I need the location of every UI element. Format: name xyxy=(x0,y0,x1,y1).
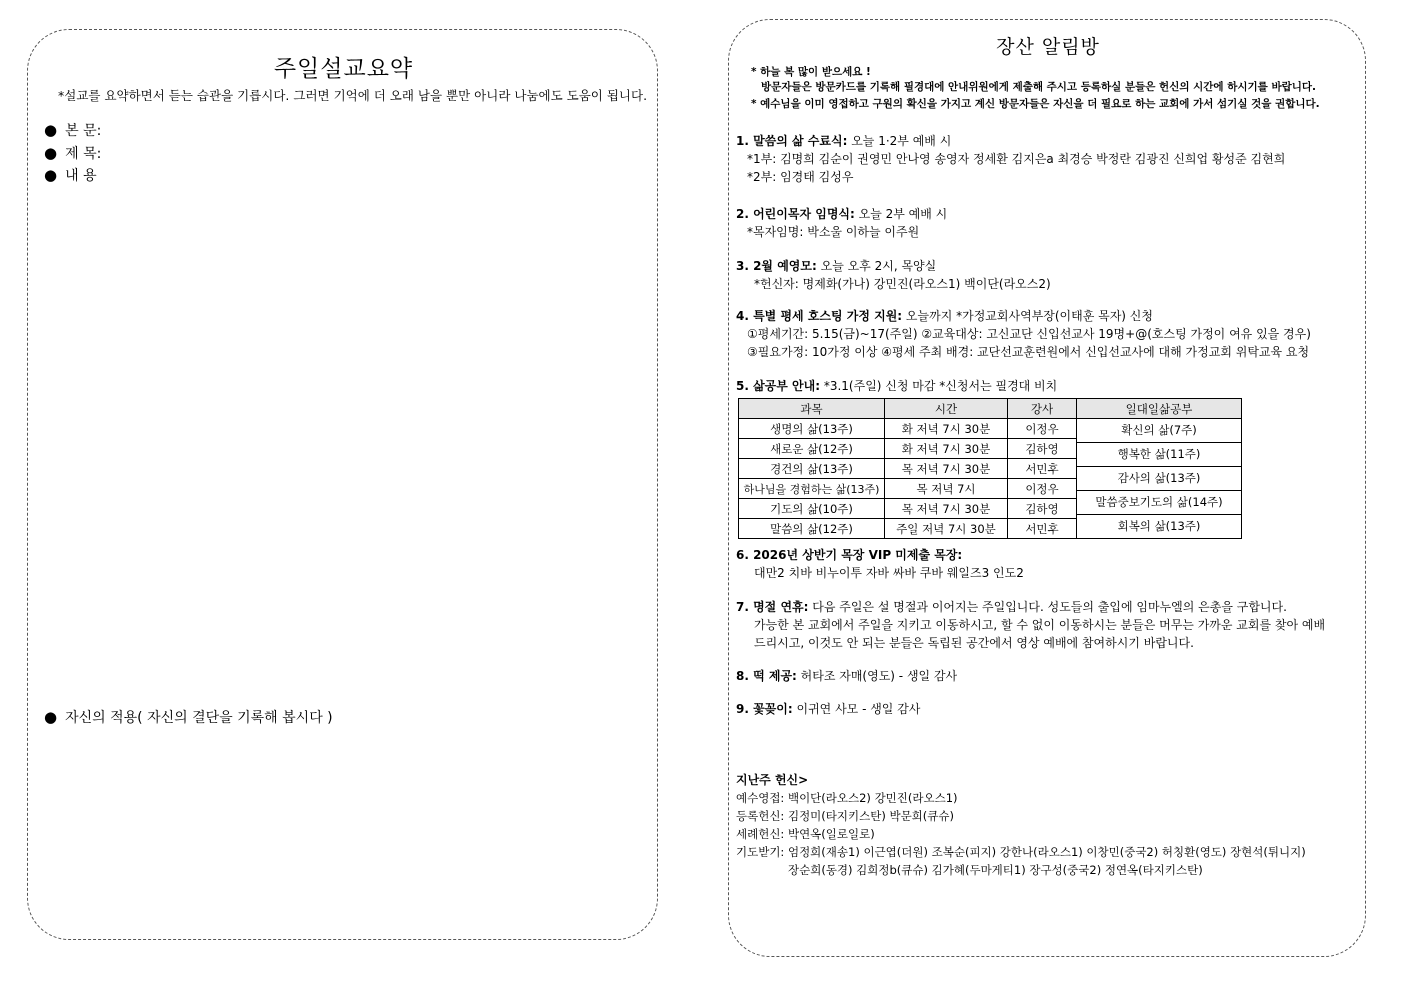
table-cell: 이정우 xyxy=(1008,479,1077,499)
announcement-3 xyxy=(736,257,1051,293)
section-text: 오늘까지 *가정교회사역부장(이태훈 목자) 신청 xyxy=(902,309,1153,323)
table-row xyxy=(739,419,1242,439)
sermon-summary-title: 주일설교요약 xyxy=(273,56,414,82)
section-line: *헌신자: 명제화(가나) 강민진(라오스1) 백이단(라오스2) xyxy=(754,277,1051,291)
table-cell: 생명의 삶(13주) xyxy=(739,419,885,439)
announcement-6 xyxy=(736,546,1024,582)
section-text: 이귀연 사모 - 생일 감사 xyxy=(792,702,921,716)
table-cell: 회복의 삶(13주) xyxy=(1117,519,1201,533)
one-on-one-column xyxy=(1077,419,1242,539)
section-line: 세례헌신: 박연옥(일로일로) xyxy=(736,827,875,841)
study-schedule-table xyxy=(738,398,1242,539)
section-heading: 5. 삶공부 안내: xyxy=(736,379,821,393)
bullet-icon: ● xyxy=(44,121,58,139)
section-line: ③필요가정: 10가정 이상 ④평세 주최 배경: 교단선교훈련원에서 신입선교사에 대해 가정교회 위탁교육 요청 xyxy=(747,345,1310,359)
section-line: *목자임명: 박소울 이하늘 이주원 xyxy=(747,225,920,239)
bullet-icon: ● xyxy=(44,144,58,162)
table-cell: 서민후 xyxy=(1008,519,1077,539)
section-line: *2부: 임경태 김성우 xyxy=(747,170,854,184)
section-heading: 1. 말씀의 삶 수료식: xyxy=(736,134,848,148)
table-cell: 목 저녁 7시 30분 xyxy=(885,459,1008,479)
sermon-summary-panel xyxy=(27,29,658,940)
section-line: 대만2 치바 비누이투 자바 싸바 쿠바 웨일즈3 인도2 xyxy=(754,566,1024,580)
section-text: *3.1(주일) 신청 마감 *신청서는 필경대 비치 xyxy=(820,379,1058,393)
table-cell: 주일 저녁 7시 30분 xyxy=(885,519,1008,539)
section-heading: 지난주 헌신> xyxy=(736,773,809,787)
section-line: 가능한 본 교회에서 주일을 지키고 이동하시고, 할 수 없이 이동하시는 분들은 머무는 가까운 교회를 찾아 예배 xyxy=(754,618,1326,632)
text-label: 본 문: xyxy=(65,123,102,139)
section-text: 다음 주일은 설 명절과 이어지는 주일입니다. 성도들의 출입에 임마누엘의 은총을 구합니다. xyxy=(808,600,1287,614)
section-heading: 3. 2월 예영모: xyxy=(736,259,817,273)
table-cell: 이정우 xyxy=(1008,419,1077,439)
section-line: 드리시고, 이것도 안 되는 분들은 독립된 공간에서 영상 예배에 참여하시기 바랍니다. xyxy=(754,636,1194,650)
table-cell: 목 저녁 7시 30분 xyxy=(885,499,1008,519)
table-cell: 행복한 삶(11주) xyxy=(1077,443,1241,467)
announcement-8 xyxy=(736,667,957,685)
table-cell: 서민후 xyxy=(1008,459,1077,479)
section-heading: 2. 어린이목자 임명식: xyxy=(736,207,855,221)
announcement-2 xyxy=(736,205,947,241)
announcement-7 xyxy=(736,598,1325,652)
table-cell: 화 저녁 7시 30분 xyxy=(885,439,1008,459)
section-line: *1부: 김명희 김순이 권영민 안나영 송영자 정세환 김지은a 최경승 박정란 김광진 신희업 황성준 김현희 xyxy=(747,152,1286,166)
table-cell: 김하영 xyxy=(1008,499,1077,519)
section-text: 허타조 자매(영도) - 생일 감사 xyxy=(796,669,958,683)
announcements-panel xyxy=(728,19,1366,957)
section-line: 기도받기: 엄정희(재송1) 이근엽(더원) 조복순(피지) 강한나(라오스1) 이창민(중국2) 허칭환(영도) 장현석(튀니지) xyxy=(736,845,1306,859)
sermon-note: *설교를 요약하면서 듣는 습관을 기릅시다. 그러면 기억에 더 오래 남을 뿐만 아니라 나눔에도 도움이 됩니다. xyxy=(58,88,648,103)
announcement-5 xyxy=(736,377,1057,395)
last-week-dedications xyxy=(736,771,1306,879)
table-cell: 감사의 삶(13주) xyxy=(1077,467,1241,491)
application-label: 자신의 적용( 자신의 결단을 기록해 봅시다 ) xyxy=(65,710,333,726)
section-text: 오늘 1·2부 예배 시 xyxy=(847,134,952,148)
application-field-label xyxy=(44,707,333,727)
table-cell: 말씀의 삶(12주) xyxy=(739,519,885,539)
announcement-9 xyxy=(736,700,920,718)
table-cell: 확신의 삶(7주) xyxy=(1077,419,1241,443)
column-header: 과목 xyxy=(739,399,885,419)
table-cell: 목 저녁 7시 xyxy=(885,479,1008,499)
text-field-label xyxy=(44,120,101,140)
table-header-row xyxy=(739,399,1242,419)
section-text: 오늘 오후 2시, 목양실 xyxy=(816,259,937,273)
notice-visitors xyxy=(751,65,1316,95)
bullet-icon: ● xyxy=(44,708,58,726)
table-cell: 새로운 삶(12주) xyxy=(739,439,885,459)
section-line: ①평세기간: 5.15(금)~17(주일) ②교육대상: 고신교단 신입선교사 19명+@(호스팅 가정이 여유 있을 경우) xyxy=(747,327,1311,341)
column-header: 강사 xyxy=(1008,399,1077,419)
notice-believers: * 예수님을 이미 영접하고 구원의 확신을 가지고 계신 방문자들은 자신을 더 필요로 하는 교회에 가서 섬기실 것을 권합니다. xyxy=(751,98,1320,110)
table-cell: 기도의 삶(10주) xyxy=(739,499,885,519)
table-cell: 말씀중보기도의 삶(14주) xyxy=(1077,491,1241,515)
table-cell: 화 저녁 7시 30분 xyxy=(885,419,1008,439)
column-header: 시간 xyxy=(885,399,1008,419)
table-cell: 하나님을 경험하는 삶(13주) xyxy=(739,479,885,499)
bullet-icon: ● xyxy=(44,166,58,184)
section-heading: 8. 떡 제공: xyxy=(736,669,797,683)
announcement-4 xyxy=(736,307,1311,361)
column-header: 일대일삶공부 xyxy=(1077,399,1242,419)
content-field-label xyxy=(44,165,97,185)
section-heading: 9. 꽃꽂이: xyxy=(736,702,793,716)
section-heading: 4. 특별 평세 호스팅 가정 지원: xyxy=(736,309,903,323)
section-heading: 7. 명절 연휴: xyxy=(736,600,809,614)
section-line: 등록헌신: 김정미(타지키스탄) 박문희(큐슈) xyxy=(736,809,954,823)
title-field-label xyxy=(44,143,101,163)
announcement-1 xyxy=(736,132,1285,186)
content-label: 내 용 xyxy=(65,168,97,184)
table-cell: 김하영 xyxy=(1008,439,1077,459)
section-heading: 6. 2026년 상반기 목장 VIP 미제출 목장: xyxy=(736,548,963,562)
title-label: 제 목: xyxy=(65,146,102,162)
section-text: 오늘 2부 예배 시 xyxy=(854,207,948,221)
section-line: 장순희(동경) 김희정b(큐슈) 김가혜(두마게티1) 장구성(중국2) 정연옥(타지키스탄) xyxy=(788,863,1203,877)
section-line: 예수영접: 백이단(라오스2) 강민진(라오스1) xyxy=(736,791,958,805)
notice-visitor-card: 방문자들은 방문카드를 기록해 필경대에 안내위원에게 제출해 주시고 등록하실 분들은 헌신의 시간에 하시기를 바랍니다. xyxy=(761,81,1317,93)
announcements-title: 장산 알림방 xyxy=(996,36,1100,58)
notice-greeting: * 하늘 복 많이 받으세요 ! xyxy=(751,66,871,78)
table-cell: 경건의 삶(13주) xyxy=(739,459,885,479)
